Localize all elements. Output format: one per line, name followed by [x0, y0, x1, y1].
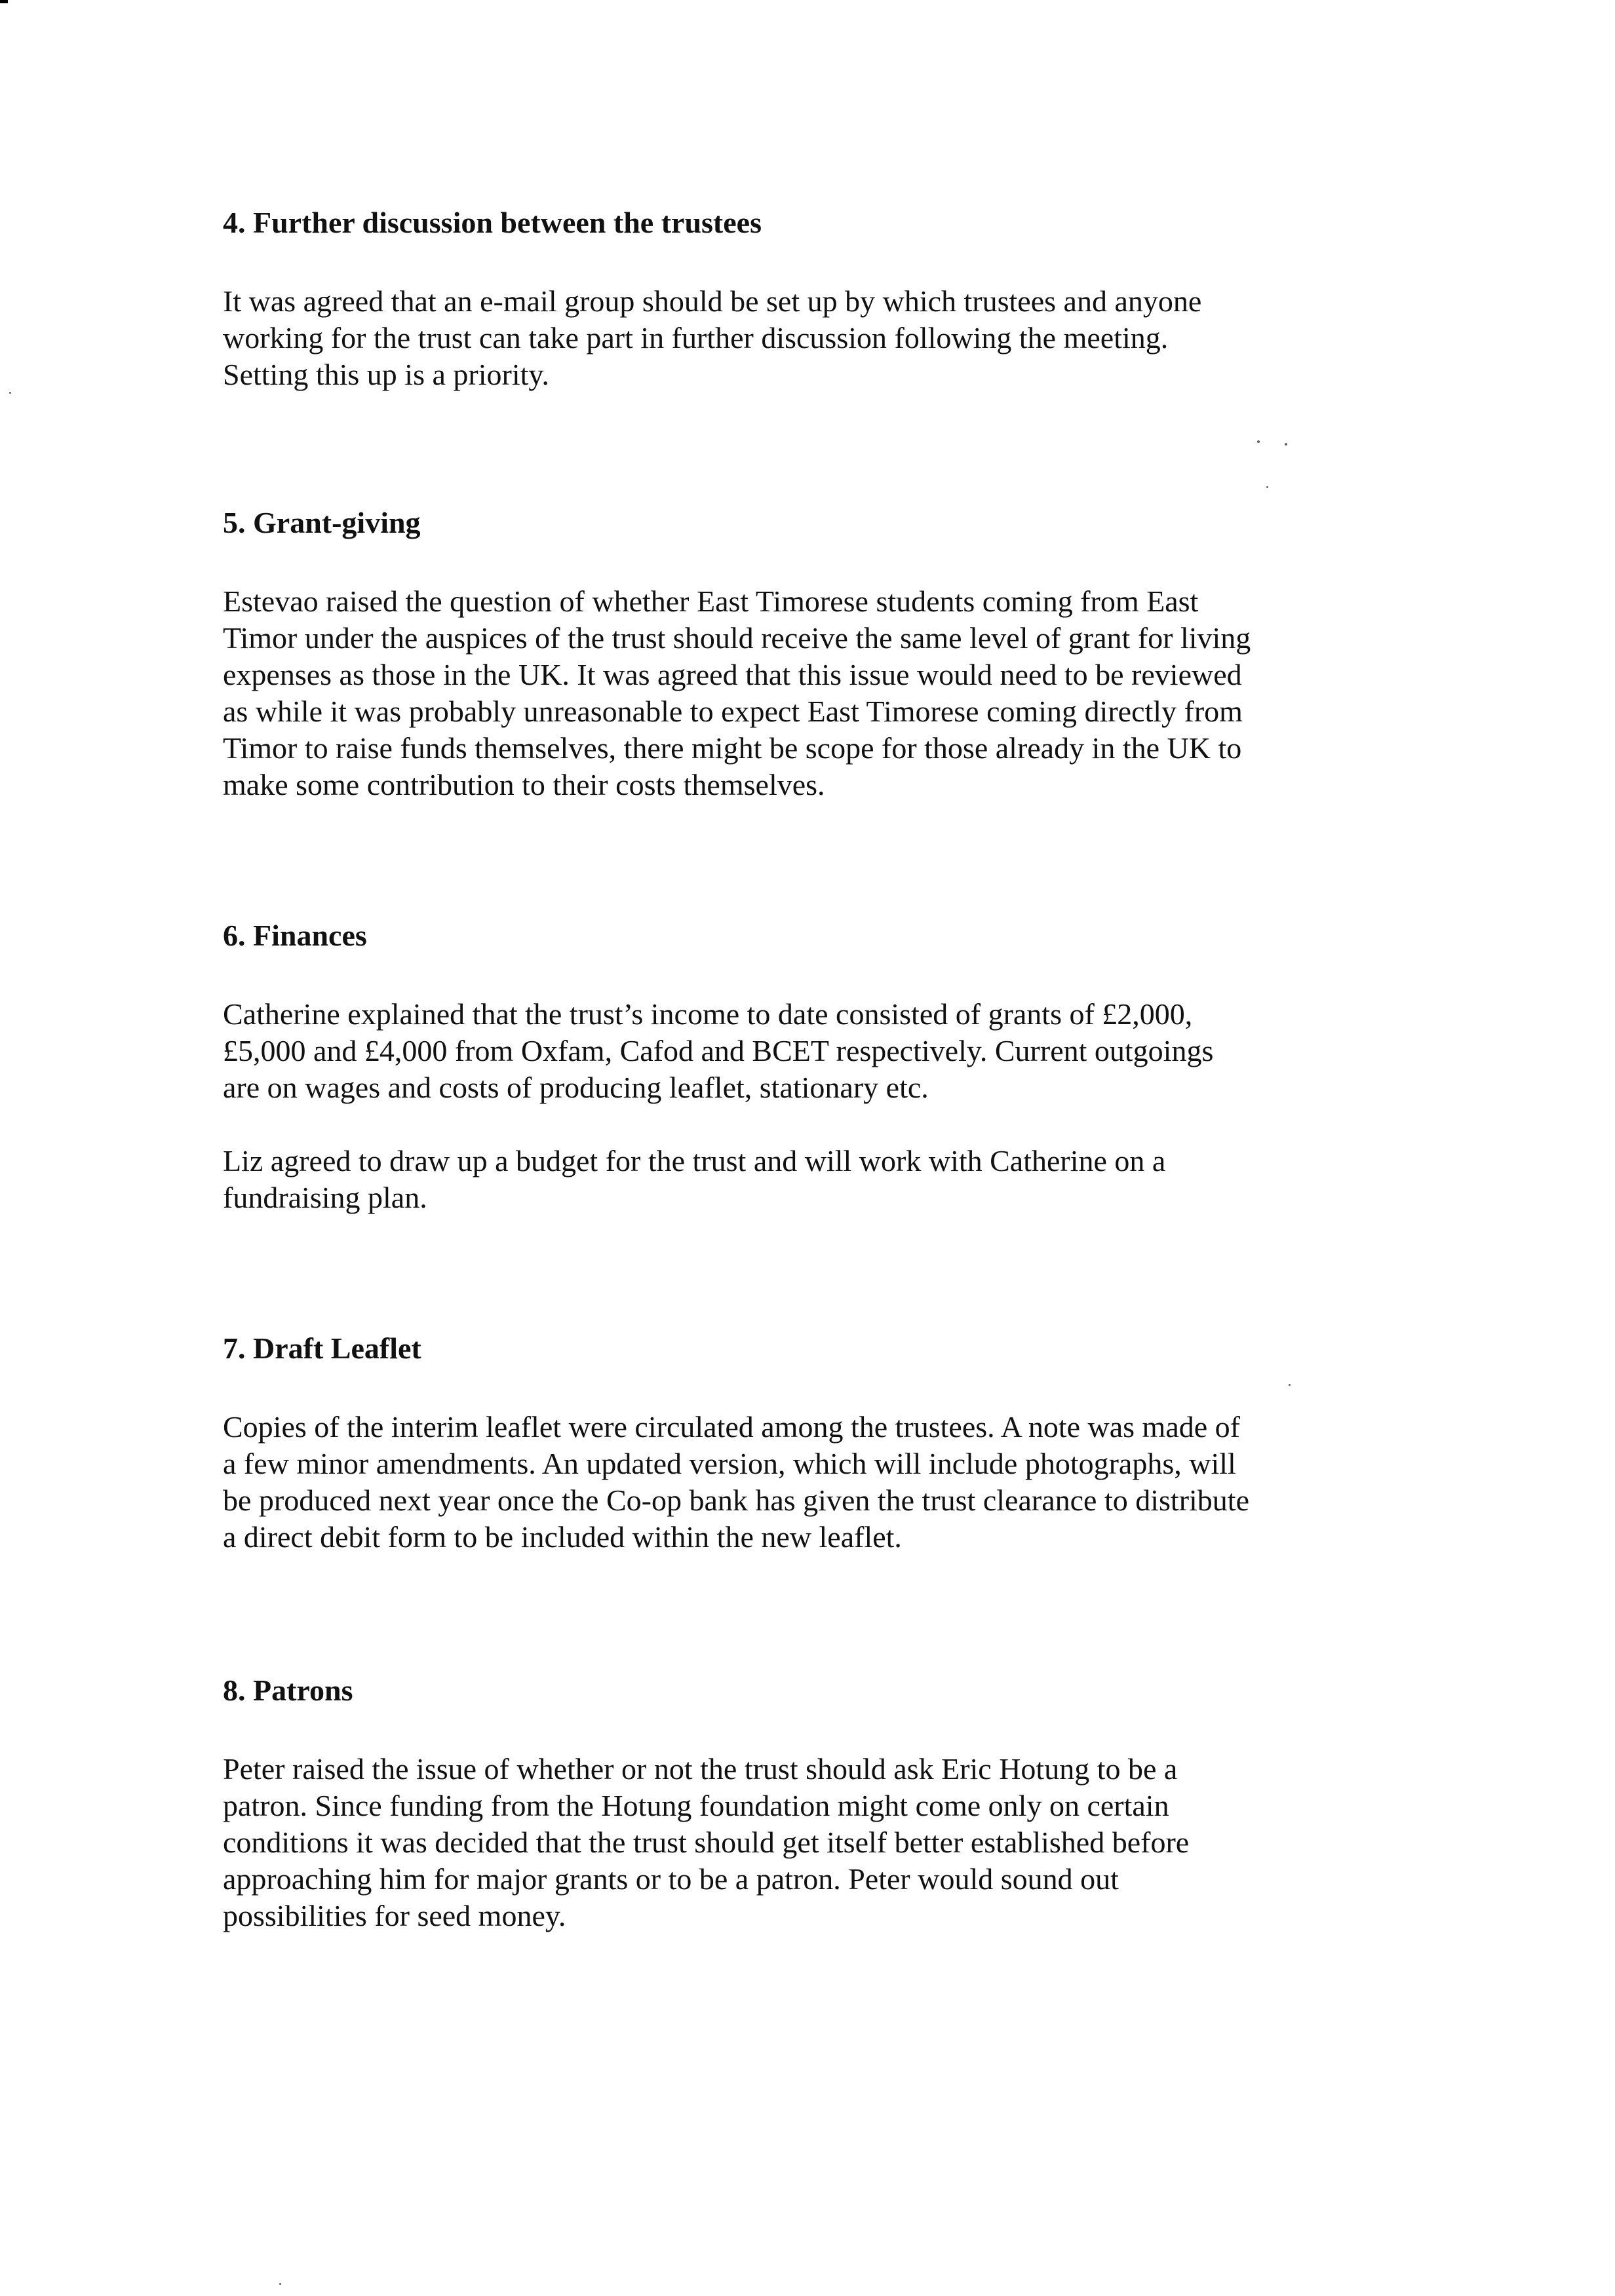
paragraph-line: Peter raised the issue of whether or not the trust should ask Eric Hotung to be a — [223, 1752, 1178, 1786]
paragraph-line: a direct debit form to be included within the new leaflet. — [223, 1520, 902, 1554]
section-paragraph — [223, 1143, 1403, 1216]
paragraph-line: make some contribution to their costs themselves. — [223, 768, 825, 801]
section-heading: 6. Finances — [223, 919, 367, 952]
scan-mark — [0, 0, 8, 3]
section-paragraph — [223, 583, 1403, 803]
paragraph-line: Setting this up is a priority. — [223, 358, 549, 391]
paragraph-line: a few minor amendments. An updated version, which will include photographs, will — [223, 1447, 1236, 1480]
paragraph-line: fundraising plan. — [223, 1181, 427, 1214]
section-paragraph — [223, 1409, 1403, 1556]
section-heading: 7. Draft Leaflet — [223, 1331, 421, 1365]
section-heading: 4. Further discussion between the trustees — [223, 206, 762, 239]
section-6 — [223, 917, 1403, 1216]
paragraph-line: Estevao raised the question of whether East Timorese students coming from East — [223, 584, 1199, 618]
paragraph-line: approaching him for major grants or to be a patron. Peter would sound out — [223, 1862, 1119, 1896]
scan-speck — [1285, 443, 1287, 446]
scan-speck — [9, 392, 11, 394]
section-paragraph — [223, 283, 1403, 393]
section-heading: 8. Patrons — [223, 1674, 353, 1707]
scan-speck — [1257, 440, 1260, 443]
scan-speck — [279, 2283, 281, 2285]
paragraph-line: Timor to raise funds themselves, there might be scope for those already in the UK to — [223, 731, 1242, 765]
section-8 — [223, 1672, 1403, 1934]
paragraph-line: be produced next year once the Co-op bank has given the trust clearance to distribute — [223, 1483, 1249, 1517]
section-paragraph — [223, 996, 1403, 1106]
paragraph-line: Copies of the interim leaflet were circulated among the trustees. A note was made of — [223, 1410, 1240, 1444]
paragraph-line: expenses as those in the UK. It was agreed that this issue would need to be reviewed — [223, 658, 1242, 691]
paragraph-line: patron. Since funding from the Hotung foundation might come only on certain — [223, 1789, 1169, 1822]
section-5 — [223, 505, 1403, 803]
scan-speck — [1289, 1384, 1291, 1386]
paragraph-line: Catherine explained that the trust’s income to date consisted of grants of £2,000, — [223, 997, 1193, 1031]
paragraph-line: Liz agreed to draw up a budget for the trust and will work with Catherine on a — [223, 1144, 1166, 1177]
paragraph-line: conditions it was decided that the trust should get itself better established before — [223, 1826, 1190, 1859]
paragraph-line: £5,000 and £4,000 from Oxfam, Cafod and BCET respectively. Current outgoings — [223, 1034, 1214, 1067]
scan-speck — [1266, 486, 1268, 488]
paragraph-line: are on wages and costs of producing leaflet, stationary etc. — [223, 1071, 929, 1104]
paragraph-line: possibilities for seed money. — [223, 1899, 566, 1932]
section-4 — [223, 204, 1403, 393]
paragraph-line: Timor under the auspices of the trust should receive the same level of grant for living — [223, 621, 1251, 655]
paragraph-line: as while it was probably unreasonable to expect East Timorese coming directly from — [223, 695, 1243, 728]
paragraph-line: working for the trust can take part in further discussion following the meeting. — [223, 321, 1169, 354]
section-heading: 5. Grant-giving — [223, 506, 421, 539]
section-paragraph — [223, 1751, 1403, 1934]
paragraph-line: It was agreed that an e-mail group should be set up by which trustees and anyone — [223, 284, 1202, 318]
section-7 — [223, 1330, 1403, 1556]
